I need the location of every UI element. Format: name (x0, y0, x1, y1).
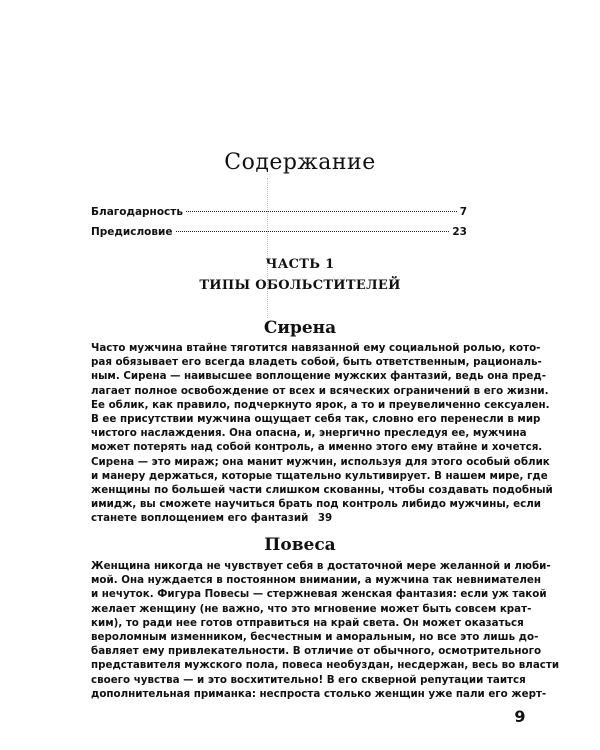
text-line: мой. Она нуждается в постоянном внимании, а мужчина так невнимателен (91, 574, 542, 587)
text-line: чистого наслаждения. Она опасна, и, энергично преследуя ее, мужчина (91, 427, 527, 440)
text-line: вероломным изменником, бесчестным и аморальным, но все это лишь до- (91, 631, 539, 644)
text-line: Ее облик, как правило, подчеркнуто ярок, а то и преувеличенно сексуален. (91, 398, 550, 411)
text-line: и нечуток. Фигура Повесы — стержневая женская фантазия: если уж такой (91, 588, 547, 601)
paper-crease (267, 178, 268, 318)
text-line: желает женщину (не важно, что это мгновение может быть совсем крат- (91, 602, 532, 615)
part-number: ЧАСТЬ 1 (265, 257, 335, 272)
text-line: своего чувства — и это восхитительно! В его скверной репутации таится (91, 673, 526, 686)
text-line: В ее присутствии мужчина ощущает себя так, словно его перенесли в мир (91, 413, 541, 426)
text-line: Женщина никогда не чувствует себя в достаточной мере желанной и люби- (91, 560, 551, 572)
section-summary-siren (91, 341, 553, 526)
text-line: лагает полное освобождение от всех и всяческих ограничений в его жизни. (91, 384, 549, 397)
text-line: имидж, вы сможете научиться брать под контроль либидо мужчины, если (91, 498, 541, 511)
toc-entry-page: 7 (459, 206, 467, 218)
part-title: ТИПЫ ОБОЛЬСТИТЕЛЕЙ (199, 278, 401, 293)
text-line: дополнительная приманка: неспроста столько женщин уже пали его жерт- (91, 687, 547, 700)
text-line: бавляет ему привлекательности. В отличие от обычного, осмотрительного (91, 645, 542, 658)
text-line: станете воплощением его фантазий (91, 512, 309, 525)
page-number: 9 (514, 707, 526, 726)
toc-entry-page: 23 (452, 226, 467, 238)
text-line: ким), то ради нее готов отправиться на край света. Он может оказаться (91, 616, 524, 629)
toc-entry (91, 226, 467, 242)
text-line: представителя мужского пола, повеса необуздан, несдержан, весь во власти (91, 659, 560, 672)
toc-title: Содержание (224, 150, 376, 175)
toc-entry-label: Благодарность (91, 206, 183, 218)
dot-leader (186, 211, 457, 212)
toc-entry-label: Предисловие (91, 226, 173, 238)
toc-entry-siren (91, 511, 469, 525)
toc-entry-page: 39 (317, 512, 333, 525)
text-line: и манеру держаться, которые тщательно культивирует. В нашем мире, где (91, 469, 548, 482)
text-line: Сирена — это мираж; она манит мужчин, используя для этого особый облик (91, 455, 550, 468)
toc-entry (91, 206, 467, 222)
text-line: может потерять над собой контроль, а именно этого ему втайне и хочется. (91, 441, 543, 454)
section-summary-rake (91, 559, 560, 701)
text-line: рая обязывает его всегда владеть собой, быть ответственным, рациональ- (91, 356, 542, 369)
dot-leader (176, 231, 450, 232)
text-line: женщины по большей части слишком скованны, чтобы создавать подобный (91, 484, 553, 497)
text-line: ным. Сирена — наивысшее воплощение мужских фантазий, ведь она пред- (91, 370, 546, 383)
section-heading-siren: Сирена (263, 318, 337, 338)
text-line: Часто мужчина втайне тяготится навязанной ему социальной ролью, кото- (91, 342, 541, 354)
section-heading-rake: Повеса (264, 535, 336, 555)
